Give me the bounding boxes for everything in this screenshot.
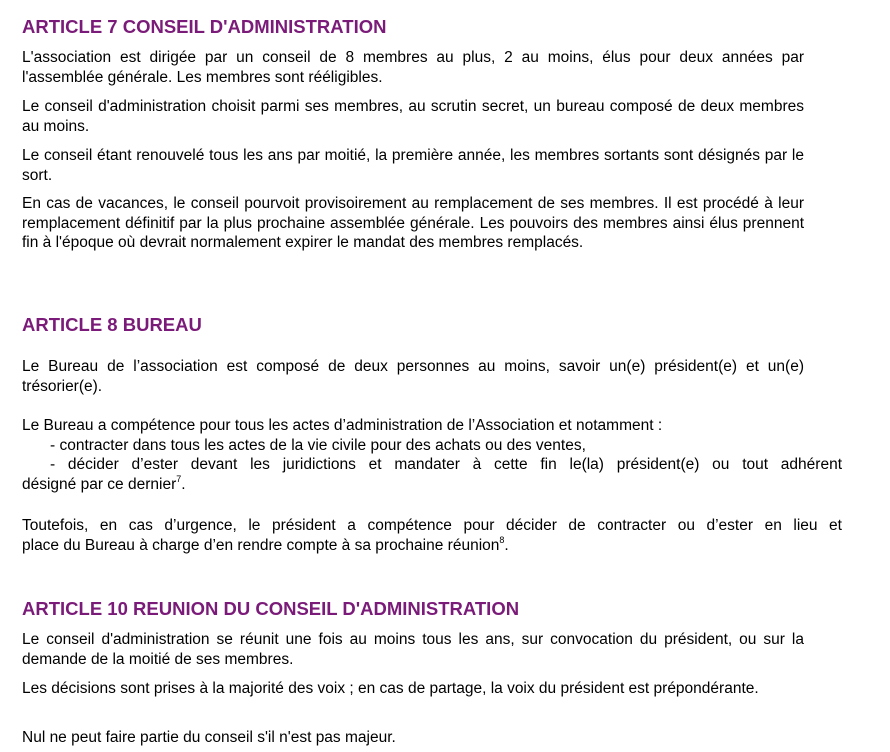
article-10-heading: ARTICLE 10 REUNION DU CONSEIL D'ADMINISTRATION [22,598,520,619]
article-10-paragraph-2: Les décisions sont prises à la majorité des voix ; en cas de partage, la voix du président est prépondérante. [22,680,759,697]
article-7-paragraph-2: Le conseil d'administration choisit parmi ses membres, au scrutin secret, un bureau composé de deux membres au moins. [22,98,804,135]
article-8-list-item-2-cont-text: désigné par ce dernier [22,475,177,493]
article-8-paragraph-3-line-1: Toutefois, en cas d’urgence, le président a compétence pour décider de contracter ou d’ester en lieu et [22,517,842,534]
article-7-paragraph-1: L'association est dirigée par un conseil de 8 membres au plus, 2 au moins, élus pour deux années par l'assemblée générale. Les membres sont rééligibles. [22,49,804,86]
article-8-paragraph-2 [22,416,842,494]
footnote-ref-7[interactable]: 7 [176,473,182,484]
article-7-paragraph-3: Le conseil étant renouvelé tous les ans par moitié, la première année, les membres sortants sont désignés par le sort. [22,147,804,184]
article-10-paragraph-3: Nul ne peut faire partie du conseil s'il n'est pas majeur. [22,729,396,746]
article-8-heading: ARTICLE 8 BUREAU [22,314,202,335]
article-8-list-item-2-end: . [181,475,186,493]
article-8-paragraph-1: Le Bureau de l’association est composé de deux personnes au moins, savoir un(e) président(e) et un(e) trésorier(e). [22,358,804,395]
article-10-paragraph-1: Le conseil d'administration se réunit une fois au moins tous les ans, sur convocation du président, ou sur la demande de la moitié de ses membres. [22,631,804,668]
article-8-paragraph-3-line-2 [22,536,842,556]
article-7-paragraph-4: En cas de vacances, le conseil pourvoit provisoirement au remplacement de ses membres. Il est procédé à leur remplacement définitif par la plus prochaine assemblée générale. Les pouvoirs des membres ainsi élus prennent fin à l'époque où devrait normalement expirer le mandat des membres remplacés. [22,195,804,251]
article-8-list-item-1: - contracter dans tous les actes de la vie civile pour des achats ou des ventes, [50,436,586,454]
article-8-list-item-2: - décider d’ester devant les juridictions et mandater à cette fin le(la) président(e) ou tout adhérent [50,456,842,473]
article-8-paragraph-3-end: . [504,536,509,554]
article-8-paragraph-3-line-2-text: place du Bureau à charge d’en rendre compte à sa prochaine réunion [22,536,500,554]
article-8-list-item-2-continuation [22,475,842,495]
footnote-ref-8[interactable]: 8 [499,534,505,545]
article-8-paragraph-2-intro: Le Bureau a compétence pour tous les actes d’administration de l’Association et notamment : [22,417,663,434]
article-8-paragraph-3 [22,516,842,555]
article-7-heading: ARTICLE 7 CONSEIL D'ADMINISTRATION [22,16,387,37]
